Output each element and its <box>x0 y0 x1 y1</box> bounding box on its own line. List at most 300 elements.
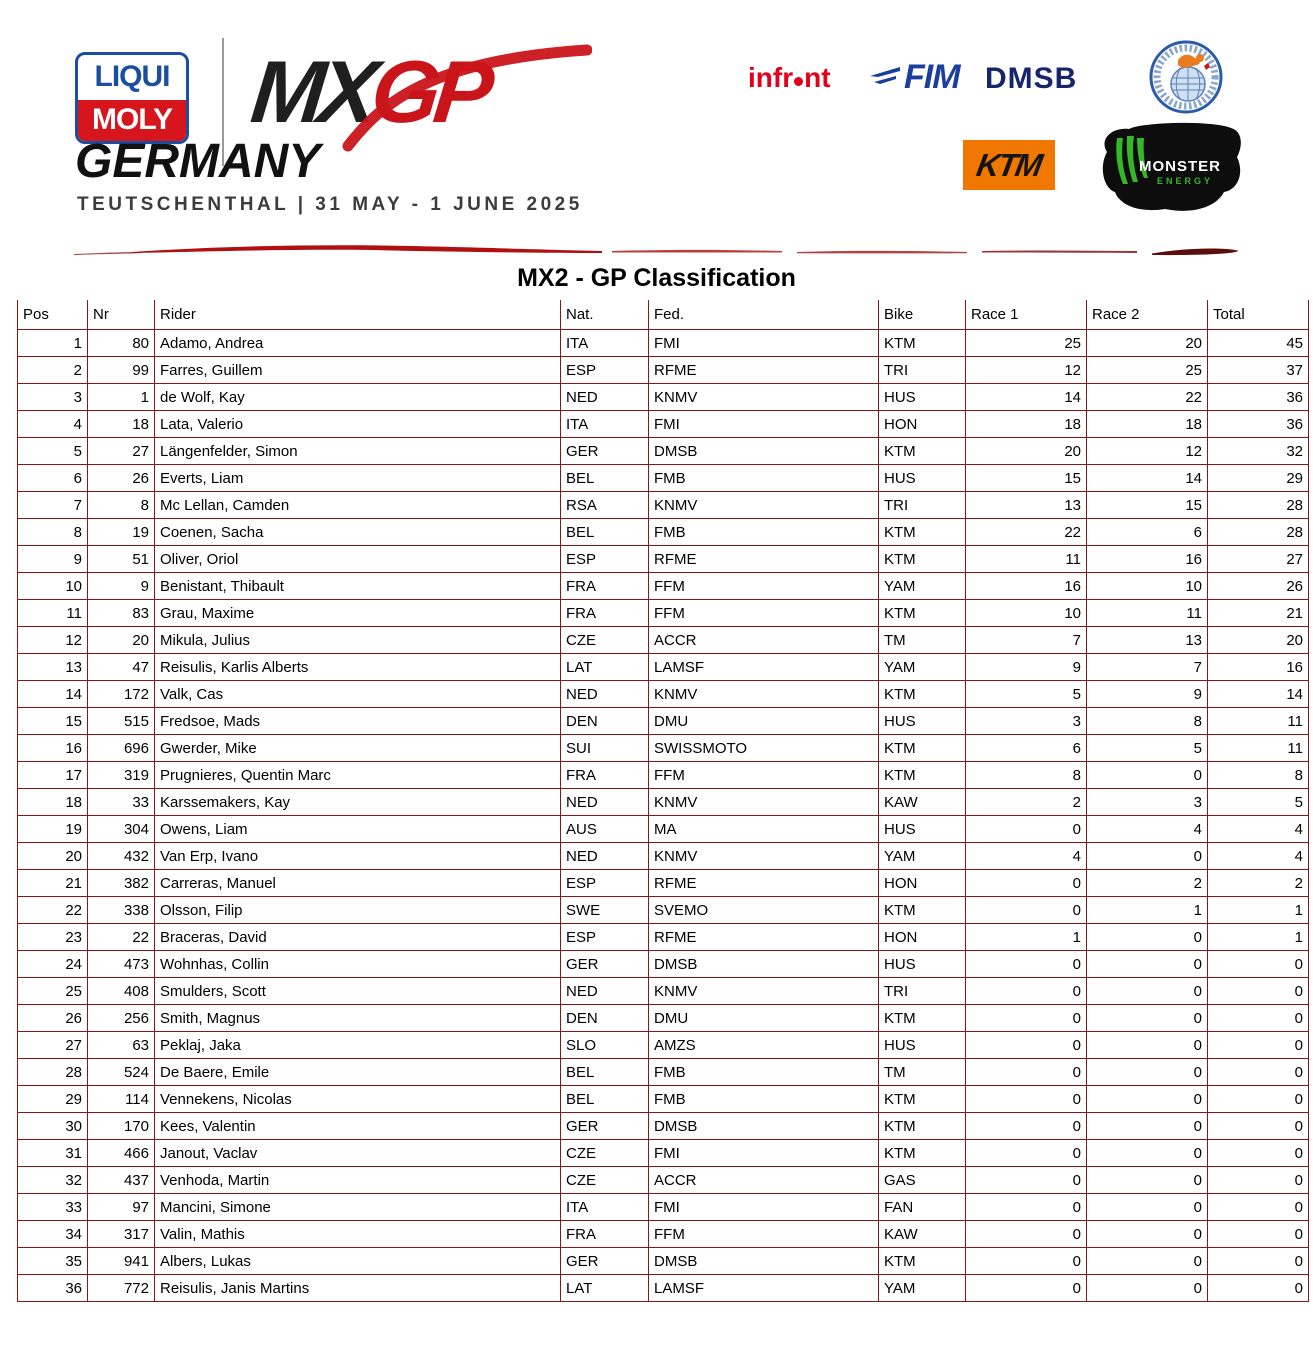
cell-rider: Valin, Mathis <box>155 1221 561 1248</box>
motoclub-logo-icon <box>1148 38 1224 116</box>
cell-fed: FMI <box>649 1194 879 1221</box>
cell-pos: 5 <box>18 438 88 465</box>
cell-fed: RFME <box>649 546 879 573</box>
cell-pos: 24 <box>18 951 88 978</box>
cell-total: 0 <box>1208 1275 1309 1302</box>
cell-nr: 22 <box>88 924 155 951</box>
cell-nat: CZE <box>561 627 649 654</box>
cell-fed: KNMV <box>649 384 879 411</box>
mxgp-mx-text: MX <box>246 42 378 141</box>
cell-pos: 11 <box>18 600 88 627</box>
event-venue-date: TEUTSCHENTHAL | 31 MAY - 1 JUNE 2025 <box>77 194 583 215</box>
cell-pos: 26 <box>18 1005 88 1032</box>
table-row <box>18 681 1309 708</box>
table-row <box>18 924 1309 951</box>
cell-race2: 25 <box>1087 357 1208 384</box>
cell-race2: 0 <box>1087 762 1208 789</box>
table-row <box>18 1113 1309 1140</box>
cell-fed: DMSB <box>649 1248 879 1275</box>
cell-bike: YAM <box>879 843 966 870</box>
cell-race1: 0 <box>966 816 1087 843</box>
cell-fed: FFM <box>649 762 879 789</box>
cell-nat: NED <box>561 978 649 1005</box>
cell-race2: 5 <box>1087 735 1208 762</box>
cell-total: 26 <box>1208 573 1309 600</box>
cell-nr: 256 <box>88 1005 155 1032</box>
table-row <box>18 1248 1309 1275</box>
cell-nr: 437 <box>88 1167 155 1194</box>
cell-race1: 0 <box>966 1059 1087 1086</box>
cell-nr: 382 <box>88 870 155 897</box>
cell-nr: 47 <box>88 654 155 681</box>
cell-fed: RFME <box>649 870 879 897</box>
cell-nat: SLO <box>561 1032 649 1059</box>
table-row <box>18 573 1309 600</box>
cell-race1: 0 <box>966 897 1087 924</box>
cell-nr: 170 <box>88 1113 155 1140</box>
cell-bike: GAS <box>879 1167 966 1194</box>
cell-nr: 18 <box>88 411 155 438</box>
cell-pos: 13 <box>18 654 88 681</box>
cell-rider: Smith, Magnus <box>155 1005 561 1032</box>
cell-pos: 7 <box>18 492 88 519</box>
table-row <box>18 708 1309 735</box>
cell-race1: 11 <box>966 546 1087 573</box>
cell-nat: CZE <box>561 1167 649 1194</box>
cell-nr: 33 <box>88 789 155 816</box>
cell-race2: 12 <box>1087 438 1208 465</box>
fim-wing-icon <box>868 63 902 93</box>
cell-nr: 9 <box>88 573 155 600</box>
cell-rider: De Baere, Emile <box>155 1059 561 1086</box>
table-row <box>18 978 1309 1005</box>
cell-race1: 22 <box>966 519 1087 546</box>
cell-pos: 4 <box>18 411 88 438</box>
table-row <box>18 438 1309 465</box>
cell-race1: 8 <box>966 762 1087 789</box>
cell-nat: FRA <box>561 600 649 627</box>
cell-rider: Karssemakers, Kay <box>155 789 561 816</box>
cell-pos: 32 <box>18 1167 88 1194</box>
table-row <box>18 816 1309 843</box>
table-row <box>18 546 1309 573</box>
table-row <box>18 600 1309 627</box>
cell-nat: NED <box>561 789 649 816</box>
liqui-moly-line2: MOLY <box>92 103 172 137</box>
cell-total: 11 <box>1208 735 1309 762</box>
table-row <box>18 735 1309 762</box>
cell-race2: 0 <box>1087 1005 1208 1032</box>
cell-total: 1 <box>1208 897 1309 924</box>
cell-nat: AUS <box>561 816 649 843</box>
cell-rider: Oliver, Oriol <box>155 546 561 573</box>
column-header-pos: Pos <box>18 300 88 330</box>
cell-rider: Kees, Valentin <box>155 1113 561 1140</box>
cell-nr: 172 <box>88 681 155 708</box>
cell-race2: 0 <box>1087 1059 1208 1086</box>
table-row <box>18 1275 1309 1302</box>
cell-total: 20 <box>1208 627 1309 654</box>
cell-pos: 30 <box>18 1113 88 1140</box>
cell-bike: HON <box>879 411 966 438</box>
cell-race1: 0 <box>966 1194 1087 1221</box>
cell-pos: 16 <box>18 735 88 762</box>
cell-pos: 34 <box>18 1221 88 1248</box>
cell-race1: 0 <box>966 1221 1087 1248</box>
cell-race2: 15 <box>1087 492 1208 519</box>
cell-race1: 0 <box>966 1032 1087 1059</box>
cell-nr: 524 <box>88 1059 155 1086</box>
cell-bike: KTM <box>879 735 966 762</box>
cell-nat: NED <box>561 843 649 870</box>
cell-total: 16 <box>1208 654 1309 681</box>
table-row <box>18 330 1309 357</box>
cell-race2: 0 <box>1087 1086 1208 1113</box>
cell-nr: 304 <box>88 816 155 843</box>
cell-nat: BEL <box>561 1086 649 1113</box>
cell-pos: 19 <box>18 816 88 843</box>
cell-fed: LAMSF <box>649 654 879 681</box>
column-header-nat: Nat. <box>561 300 649 330</box>
cell-nr: 99 <box>88 357 155 384</box>
cell-fed: FMB <box>649 519 879 546</box>
cell-bike: KTM <box>879 1140 966 1167</box>
cell-rider: Everts, Liam <box>155 465 561 492</box>
cell-total: 0 <box>1208 1113 1309 1140</box>
cell-bike: KTM <box>879 600 966 627</box>
cell-rider: Van Erp, Ivano <box>155 843 561 870</box>
cell-race1: 1 <box>966 924 1087 951</box>
cell-race2: 22 <box>1087 384 1208 411</box>
cell-nat: GER <box>561 1248 649 1275</box>
cell-total: 0 <box>1208 1140 1309 1167</box>
cell-bike: KTM <box>879 1086 966 1113</box>
cell-bike: KTM <box>879 681 966 708</box>
cell-pos: 22 <box>18 897 88 924</box>
cell-nr: 114 <box>88 1086 155 1113</box>
cell-nr: 408 <box>88 978 155 1005</box>
ktm-text: KTM <box>974 146 1044 183</box>
cell-rider: Wohnhas, Collin <box>155 951 561 978</box>
cell-bike: TRI <box>879 357 966 384</box>
table-row <box>18 1140 1309 1167</box>
cell-race1: 15 <box>966 465 1087 492</box>
cell-bike: TRI <box>879 978 966 1005</box>
cell-race1: 0 <box>966 1086 1087 1113</box>
cell-nr: 80 <box>88 330 155 357</box>
cell-nat: GER <box>561 1113 649 1140</box>
cell-rider: Carreras, Manuel <box>155 870 561 897</box>
cell-rider: Peklaj, Jaka <box>155 1032 561 1059</box>
cell-nat: ESP <box>561 357 649 384</box>
cell-race2: 9 <box>1087 681 1208 708</box>
cell-bike: KAW <box>879 1221 966 1248</box>
ktm-logo <box>963 140 1055 190</box>
cell-rider: Gwerder, Mike <box>155 735 561 762</box>
cell-race1: 0 <box>966 951 1087 978</box>
cell-nr: 772 <box>88 1275 155 1302</box>
column-header-nr: Nr <box>88 300 155 330</box>
cell-total: 21 <box>1208 600 1309 627</box>
cell-nat: RSA <box>561 492 649 519</box>
liqui-moly-top <box>78 55 186 100</box>
cell-race2: 0 <box>1087 1194 1208 1221</box>
cell-fed: FFM <box>649 573 879 600</box>
cell-bike: KTM <box>879 1005 966 1032</box>
cell-nr: 696 <box>88 735 155 762</box>
cell-nr: 473 <box>88 951 155 978</box>
cell-race2: 14 <box>1087 465 1208 492</box>
cell-fed: DMSB <box>649 951 879 978</box>
cell-rider: Albers, Lukas <box>155 1248 561 1275</box>
table-row <box>18 1086 1309 1113</box>
cell-race1: 20 <box>966 438 1087 465</box>
cell-race2: 0 <box>1087 924 1208 951</box>
monster-energy-text: ENERGY <box>1157 176 1214 186</box>
cell-nr: 8 <box>88 492 155 519</box>
cell-pos: 36 <box>18 1275 88 1302</box>
cell-nr: 317 <box>88 1221 155 1248</box>
cell-bike: HUS <box>879 816 966 843</box>
cell-nat: GER <box>561 438 649 465</box>
cell-nat: ESP <box>561 870 649 897</box>
cell-pos: 25 <box>18 978 88 1005</box>
cell-nr: 338 <box>88 897 155 924</box>
table-row <box>18 951 1309 978</box>
cell-nat: LAT <box>561 1275 649 1302</box>
cell-fed: AMZS <box>649 1032 879 1059</box>
fim-text: FIM <box>904 58 960 96</box>
cell-rider: Braceras, David <box>155 924 561 951</box>
cell-total: 4 <box>1208 843 1309 870</box>
cell-bike: KTM <box>879 330 966 357</box>
cell-nr: 63 <box>88 1032 155 1059</box>
table-row <box>18 357 1309 384</box>
cell-total: 14 <box>1208 681 1309 708</box>
cell-total: 0 <box>1208 1167 1309 1194</box>
cell-pos: 18 <box>18 789 88 816</box>
cell-rider: Farres, Guillem <box>155 357 561 384</box>
cell-fed: DMSB <box>649 1113 879 1140</box>
cell-total: 11 <box>1208 708 1309 735</box>
cell-nat: BEL <box>561 1059 649 1086</box>
cell-race2: 2 <box>1087 870 1208 897</box>
cell-bike: HUS <box>879 1032 966 1059</box>
cell-race1: 6 <box>966 735 1087 762</box>
infront-logo <box>748 62 831 94</box>
cell-race2: 0 <box>1087 1275 1208 1302</box>
cell-fed: FMI <box>649 1140 879 1167</box>
cell-nat: ESP <box>561 924 649 951</box>
cell-pos: 31 <box>18 1140 88 1167</box>
cell-fed: LAMSF <box>649 1275 879 1302</box>
cell-pos: 21 <box>18 870 88 897</box>
monster-text: MONSTER <box>1139 158 1221 175</box>
cell-total: 4 <box>1208 816 1309 843</box>
cell-race2: 0 <box>1087 843 1208 870</box>
cell-total: 32 <box>1208 438 1309 465</box>
cell-pos: 33 <box>18 1194 88 1221</box>
cell-nat: GER <box>561 951 649 978</box>
cell-nat: NED <box>561 681 649 708</box>
cell-race1: 0 <box>966 1140 1087 1167</box>
cell-nr: 319 <box>88 762 155 789</box>
cell-nr: 432 <box>88 843 155 870</box>
cell-nat: BEL <box>561 519 649 546</box>
infront-text-post: nt <box>804 62 831 93</box>
cell-total: 28 <box>1208 519 1309 546</box>
cell-rider: Reisulis, Janis Martins <box>155 1275 561 1302</box>
cell-race2: 4 <box>1087 816 1208 843</box>
mxgp-gp-text: GP <box>366 42 493 141</box>
table-row <box>18 897 1309 924</box>
cell-fed: FMB <box>649 1059 879 1086</box>
dmsb-logo: DMSB <box>985 62 1078 95</box>
cell-race1: 10 <box>966 600 1087 627</box>
monster-energy-logo <box>1095 120 1245 218</box>
table-row <box>18 627 1309 654</box>
cell-bike: TM <box>879 1059 966 1086</box>
table-row <box>18 789 1309 816</box>
cell-fed: ACCR <box>649 627 879 654</box>
table-row <box>18 384 1309 411</box>
cell-nr: 51 <box>88 546 155 573</box>
table-row <box>18 492 1309 519</box>
cell-pos: 8 <box>18 519 88 546</box>
table-row <box>18 1167 1309 1194</box>
cell-bike: HUS <box>879 708 966 735</box>
cell-pos: 6 <box>18 465 88 492</box>
cell-rider: Vennekens, Nicolas <box>155 1086 561 1113</box>
cell-fed: RFME <box>649 924 879 951</box>
cell-race2: 3 <box>1087 789 1208 816</box>
cell-nr: 83 <box>88 600 155 627</box>
cell-race1: 9 <box>966 654 1087 681</box>
cell-nat: FRA <box>561 1221 649 1248</box>
cell-race2: 0 <box>1087 951 1208 978</box>
cell-rider: Mikula, Julius <box>155 627 561 654</box>
cell-pos: 27 <box>18 1032 88 1059</box>
cell-total: 1 <box>1208 924 1309 951</box>
table-head <box>18 300 1309 330</box>
cell-race1: 4 <box>966 843 1087 870</box>
cell-fed: MA <box>649 816 879 843</box>
cell-race2: 0 <box>1087 1248 1208 1275</box>
cell-pos: 12 <box>18 627 88 654</box>
cell-race1: 14 <box>966 384 1087 411</box>
cell-bike: HUS <box>879 465 966 492</box>
classification-table <box>17 300 1309 1302</box>
fim-logo <box>868 58 960 97</box>
table-row <box>18 870 1309 897</box>
cell-bike: KTM <box>879 1113 966 1140</box>
cell-total: 0 <box>1208 951 1309 978</box>
cell-nat: FRA <box>561 573 649 600</box>
cell-race2: 6 <box>1087 519 1208 546</box>
cell-fed: KNMV <box>649 492 879 519</box>
cell-pos: 35 <box>18 1248 88 1275</box>
cell-race2: 0 <box>1087 1032 1208 1059</box>
column-header-race2: Race 2 <box>1087 300 1208 330</box>
cell-total: 8 <box>1208 762 1309 789</box>
column-header-bike: Bike <box>879 300 966 330</box>
cell-rider: Adamo, Andrea <box>155 330 561 357</box>
cell-race1: 2 <box>966 789 1087 816</box>
cell-bike: YAM <box>879 573 966 600</box>
cell-race2: 0 <box>1087 1221 1208 1248</box>
cell-bike: KTM <box>879 546 966 573</box>
cell-rider: Reisulis, Karlis Alberts <box>155 654 561 681</box>
infront-dot-icon <box>794 77 803 86</box>
liqui-moly-logo <box>75 52 189 144</box>
cell-race1: 0 <box>966 1113 1087 1140</box>
cell-rider: de Wolf, Kay <box>155 384 561 411</box>
cell-nat: NED <box>561 384 649 411</box>
cell-nat: ITA <box>561 330 649 357</box>
table-header-row <box>18 300 1309 330</box>
cell-total: 0 <box>1208 1248 1309 1275</box>
cell-fed: DMU <box>649 1005 879 1032</box>
cell-race1: 18 <box>966 411 1087 438</box>
brush-divider <box>72 242 1242 265</box>
page-title: MX2 - GP Classification <box>517 264 796 292</box>
cell-total: 27 <box>1208 546 1309 573</box>
cell-nat: DEN <box>561 1005 649 1032</box>
cell-rider: Valk, Cas <box>155 681 561 708</box>
cell-pos: 2 <box>18 357 88 384</box>
cell-nr: 97 <box>88 1194 155 1221</box>
cell-race2: 13 <box>1087 627 1208 654</box>
cell-bike: HUS <box>879 384 966 411</box>
cell-nr: 466 <box>88 1140 155 1167</box>
cell-race2: 7 <box>1087 654 1208 681</box>
cell-race1: 3 <box>966 708 1087 735</box>
cell-fed: FMB <box>649 1086 879 1113</box>
cell-pos: 14 <box>18 681 88 708</box>
cell-bike: TRI <box>879 492 966 519</box>
cell-total: 37 <box>1208 357 1309 384</box>
cell-nr: 20 <box>88 627 155 654</box>
cell-nr: 19 <box>88 519 155 546</box>
cell-fed: ACCR <box>649 1167 879 1194</box>
cell-bike: TM <box>879 627 966 654</box>
cell-total: 0 <box>1208 1086 1309 1113</box>
cell-pos: 17 <box>18 762 88 789</box>
cell-nr: 27 <box>88 438 155 465</box>
cell-nat: DEN <box>561 708 649 735</box>
cell-race1: 12 <box>966 357 1087 384</box>
cell-total: 0 <box>1208 1032 1309 1059</box>
table-body <box>18 330 1309 1302</box>
infront-text-pre: infr <box>748 62 794 93</box>
cell-rider: Olsson, Filip <box>155 897 561 924</box>
column-header-race1: Race 1 <box>966 300 1087 330</box>
cell-bike: YAM <box>879 1275 966 1302</box>
cell-bike: KTM <box>879 1248 966 1275</box>
cell-total: 2 <box>1208 870 1309 897</box>
cell-race1: 0 <box>966 1275 1087 1302</box>
cell-race1: 0 <box>966 978 1087 1005</box>
cell-total: 36 <box>1208 411 1309 438</box>
table-row <box>18 654 1309 681</box>
cell-pos: 20 <box>18 843 88 870</box>
table-row <box>18 519 1309 546</box>
cell-race1: 16 <box>966 573 1087 600</box>
column-header-rider: Rider <box>155 300 561 330</box>
cell-total: 0 <box>1208 1005 1309 1032</box>
cell-race1: 7 <box>966 627 1087 654</box>
cell-race2: 8 <box>1087 708 1208 735</box>
